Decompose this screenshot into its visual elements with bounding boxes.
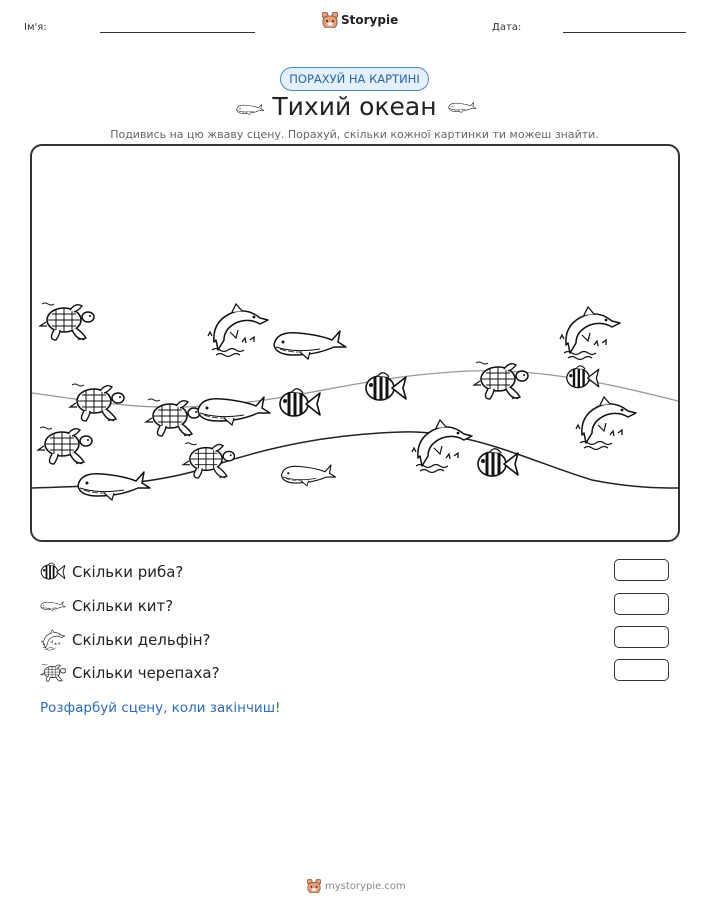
- question-turtle: [40, 662, 220, 684]
- dolphin-icon: [40, 629, 66, 651]
- activity-badge: ПОРАХУЙ НА КАРТИНІ: [280, 67, 429, 91]
- footer-site-text[interactable]: mystorypie.com: [325, 880, 406, 892]
- whale-title-icon-right: [442, 96, 478, 118]
- page-subtitle: Подивись на цю жваву сцену. Порахуй, скільки кожної картинки ти можеш знайти.: [110, 128, 599, 141]
- name-label: Ім'я:: [24, 22, 47, 33]
- coloring-instruction: Розфарбуй сцену, коли закінчиш!: [40, 700, 281, 716]
- whale: [274, 331, 346, 359]
- answer-box-dolphin[interactable]: [614, 626, 669, 648]
- date-label: Дата:: [492, 22, 522, 33]
- date-line[interactable]: [563, 32, 686, 33]
- turtle-icon: [40, 662, 66, 684]
- whale: [78, 472, 150, 500]
- answer-box-fish[interactable]: [614, 559, 669, 581]
- page-title: Тихий океан: [272, 92, 437, 121]
- whale-icon: [40, 596, 66, 616]
- footer-site: [307, 879, 406, 893]
- dolphin: [208, 304, 268, 357]
- brand-name: Storypie: [341, 13, 399, 27]
- dolphin: [576, 397, 636, 450]
- answer-box-turtle[interactable]: [614, 659, 669, 681]
- fish: [280, 389, 320, 416]
- question-whale: [40, 596, 173, 616]
- question-text: Скільки черепаха?: [72, 664, 220, 682]
- question-text: Скільки дельфін?: [72, 631, 211, 649]
- turtle: [70, 384, 124, 421]
- turtle: [146, 399, 200, 436]
- question-dolphin: [40, 629, 211, 651]
- bear-icon: [307, 879, 321, 893]
- name-line[interactable]: [100, 32, 255, 33]
- turtle: [38, 427, 92, 464]
- question-text: Скільки кит?: [72, 597, 174, 615]
- brand-logo: [322, 12, 398, 28]
- ocean-scene-drawing: [32, 146, 678, 540]
- fish: [567, 366, 599, 388]
- dolphin: [412, 420, 472, 473]
- turtle: [40, 303, 94, 340]
- question-fish: [40, 562, 183, 582]
- bear-icon: [322, 12, 338, 28]
- whale: [282, 465, 336, 486]
- question-text: Скільки риба?: [72, 563, 184, 581]
- turtle: [474, 362, 528, 399]
- ocean-scene: [30, 144, 680, 542]
- dolphin: [560, 307, 620, 360]
- answer-box-whale[interactable]: [614, 593, 669, 615]
- fish-icon: [40, 562, 66, 582]
